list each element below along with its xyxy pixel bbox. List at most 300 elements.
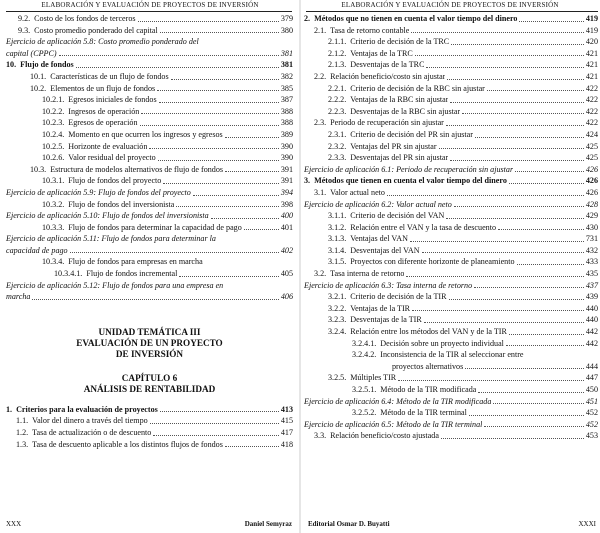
entry-number: 10.3. [30,164,47,174]
entry-number: 10.3.4.1. [54,269,83,279]
footer-author: Daniel Semyraz [244,520,292,528]
leader-dots [478,392,584,393]
leader-dots [225,137,279,138]
entry-number: 3. [304,176,311,186]
toc-entry[interactable] [304,175,598,187]
entry-title: Flujo de fondos incremental [86,269,178,279]
entry-number: 10.2.1. [42,95,65,105]
entry-number: 2.2.3. [328,106,347,116]
entry-number: 3.2.4.2. [352,350,377,360]
entry-number: 2.3. [314,118,327,128]
leader-dots [176,206,278,207]
entry-number: 3.3. [314,431,327,441]
entry-page: 380 [280,25,293,35]
toc-entry[interactable] [304,233,598,245]
entry-title: Ventajas de la RBC sin ajustar [350,95,449,105]
entry-page: 418 [280,439,293,449]
entry-number: 2.2. [314,71,327,81]
entry-page: 394 [280,187,293,197]
entry-page: 379 [280,14,293,23]
entry-page: 433 [585,257,598,267]
leader-dots [141,113,279,114]
entry-title: capital (CPPC) [6,48,57,58]
entry-title: Egresos de operación [68,118,138,128]
entry-title: Ejercicio de aplicación 6.1: Periodo de recuperación sin ajustar [304,164,514,174]
leader-dots [179,276,278,277]
leader-dots [159,102,279,103]
leader-dots [449,299,584,300]
entry-title: Desventajas de la TRC [350,60,425,70]
entry-title: Estructura de modelos alternativos de flujo de fondos [50,164,224,174]
entry-title: Criterio de decisión de la TIR [350,292,447,302]
entry-number: 10.1. [30,71,47,81]
toc-entry[interactable] [6,404,293,416]
entry-page: 415 [280,416,293,426]
unit-heading: UNIDAD TEMÁTICA III [98,326,201,337]
entry-page: 422 [585,83,598,93]
toc-entry[interactable] [6,164,293,176]
entry-page: 428 [585,199,598,209]
entry-title: Valor del dinero a través del tiempo [32,416,148,426]
entry-number: 1.3. [16,439,29,449]
toc-entry[interactable] [304,48,598,60]
leader-dots [387,195,584,196]
entry-title: Ejercicio de aplicación 6.5: Método de la TIR terminal [304,419,483,429]
leader-dots [441,438,584,439]
entry-number: 10.2.5. [42,141,65,151]
entry-number: 2.3.3. [328,153,347,163]
unit-heading: DE INVERSIÓN [115,348,184,359]
toc-entry[interactable] [304,245,598,257]
entry-page: 413 [280,404,293,414]
entry-page: 453 [585,431,598,441]
toc-entry[interactable] [6,187,293,199]
entry-number: 3.1.2. [328,222,347,232]
entry-page: 452 [585,408,598,418]
entry-title: Decisión sobre un proyecto individual [380,338,504,348]
toc-entry[interactable] [304,129,598,141]
leader-dots [474,287,584,288]
entry-page: 442 [585,327,598,337]
toc-entry[interactable] [304,94,598,106]
entry-title: Momento en que ocurren los ingresos y egresos [68,129,223,139]
entry-number: 2.3.1. [328,129,347,139]
entry-page: 422 [585,118,598,128]
entry-page: 388 [280,118,293,128]
toc-entry[interactable] [304,36,598,48]
entry-title: Ejercicio de aplicación 6.4: Método de la TIR modificada [304,396,492,406]
entry-title: Tasa de retorno contable [330,25,410,35]
toc-entry[interactable] [6,71,293,83]
toc-entry[interactable] [304,141,598,153]
toc-entry[interactable] [304,407,598,419]
toc-entry[interactable] [6,199,293,211]
entry-page: 731 [585,234,598,244]
toc-entry[interactable] [6,13,293,25]
entry-number: 10.2.6. [42,153,65,163]
toc-entry[interactable] [6,141,293,153]
leader-dots [412,310,584,311]
entry-page: 440 [585,303,598,313]
entry-page: 426 [585,176,598,186]
toc-entry[interactable] [6,222,293,234]
header-rule [306,11,598,12]
entry-number: 3.2.2. [328,303,347,313]
toc-entry[interactable] [6,59,293,71]
leader-dots [498,229,584,230]
exercise-5-12[interactable]: Ejercicio de aplicación 5.12: Flujo de fondos para una empresa en [6,280,224,290]
leader-dots [158,160,279,161]
leader-dots [517,264,584,265]
toc-entry[interactable] [6,25,293,37]
leader-dots [484,426,583,427]
entry-page: 439 [585,292,598,302]
leader-dots [515,171,584,172]
entry-page: 421 [585,48,598,58]
leader-dots [171,79,279,80]
toc-left [6,13,293,450]
entry-number: 10.3.3. [42,222,65,232]
leader-dots [446,125,584,126]
entry-number: 3.2.3. [328,315,347,325]
entry-page: 425 [585,153,598,163]
entry-title: Inconsistencia de la TIR al seleccionar entre [380,350,524,360]
entry-number: 10.2.4. [42,129,65,139]
entry-title: Criterios para la evaluación de proyectos [16,404,158,414]
entry-title: Ejercicio de aplicación 5.9: Flujo de fondos del proyecto [6,187,191,197]
toc-entry[interactable] [304,396,598,408]
toc-entry[interactable] [304,71,598,83]
entry-title: Desventajas del VAN [350,245,420,255]
entry-page: 387 [280,95,293,105]
entry-title: capacidad de pago [6,245,68,255]
leader-dots [149,148,278,149]
entry-number: 1.2. [16,428,29,438]
entry-title: Elementos de un flujo de fondos [50,83,156,93]
entry-title: Relación entre los métodos del VAN y de la TIR [350,327,507,337]
leader-dots [439,148,584,149]
leader-dots [447,79,583,80]
entry-title: Relación entre el VAN y la tasa de descuento [350,222,497,232]
entry-page: 417 [280,428,293,438]
entry-title: Ejercicio de aplicación 6.2: Valor actual neto [304,199,452,209]
entry-title: Flujo de fondos [20,60,74,70]
toc-entry[interactable] [304,372,598,384]
entry-page: 388 [280,106,293,116]
entry-number: 1. [6,404,13,414]
entry-title: proyectos alternativos [392,361,464,371]
entry-page: 405 [280,269,293,279]
entry-number: 2.1.1. [328,37,347,47]
leader-dots [424,322,584,323]
entry-title: Flujo de fondos para empresas en marcha [68,257,203,267]
leader-dots [157,90,279,91]
leader-dots [475,137,584,138]
entry-page: 442 [585,338,598,348]
entry-number: 3.1.1. [328,211,347,221]
entry-page: 447 [585,373,598,383]
entry-title: Flujo de fondos para determinar la capacidad de pago [68,222,242,232]
toc-entry[interactable] [6,83,293,95]
footer-page-number: XXXI [578,520,596,528]
entry-number: 10.2.2. [42,106,65,116]
entry-title: Múltiples TIR [350,373,397,383]
entry-title: Criterio de decisión del VAN [350,211,445,221]
leader-dots [153,435,279,436]
leader-dots [225,171,279,172]
toc-entry[interactable] [6,117,293,129]
entry-page: 435 [585,269,598,279]
entry-number: 3.1.3. [328,234,347,244]
entry-title: Método de la TIR terminal [380,408,467,418]
leader-dots [163,183,279,184]
entry-number: 1.1. [16,416,29,426]
toc-entry[interactable] [304,117,598,129]
toc-entry[interactable] [304,152,598,164]
toc-entry-cont[interactable] [304,361,598,373]
entry-page: 421 [585,71,598,81]
leader-dots [509,334,584,335]
entry-page: 382 [280,71,293,81]
entry-number: 2.2.1. [328,83,347,93]
entry-title: Relación beneficio/costo ajustada [330,431,439,441]
leader-dots [70,252,279,253]
toc-entry[interactable] [6,256,293,268]
entry-page: 402 [280,245,293,255]
leader-dots [450,102,583,103]
toc-entry[interactable] [6,94,293,106]
spacer [6,395,293,404]
entry-number: 3.1. [314,187,327,197]
leader-dots [410,241,584,242]
entry-page: 422 [585,95,598,105]
entry-page: 389 [280,129,293,139]
leader-dots [138,21,279,22]
toc-entry[interactable] [304,268,598,280]
running-head: ELABORACIÓN Y EVALUACIÓN DE PROYECTOS DE INVERSIÓN [41,1,259,9]
entry-title: Relación beneficio/costo sin ajustar [330,71,446,81]
leader-dots [398,380,584,381]
entry-page: 385 [280,83,293,93]
leader-dots [451,44,584,45]
entry-page: 400 [280,211,293,221]
leader-dots [160,411,279,412]
entry-title: Tasa interna de retorno [330,269,405,279]
toc-entry[interactable] [6,268,293,280]
spacer [6,360,293,373]
entry-number: 3.2.4. [328,327,347,337]
entry-number: 10.3.2. [42,199,65,209]
entry-title: Ventajas del PR sin ajustar [350,141,437,151]
entry-title: Proyectos con diferente horizonte de planeamiento [350,257,515,267]
toc-entry[interactable] [304,419,598,431]
entry-page: 381 [280,60,293,70]
entry-title: marcha [6,292,31,302]
toc-entry[interactable] [304,314,598,326]
entry-page: 440 [585,315,598,325]
toc-entry[interactable] [304,187,598,199]
toc-entry[interactable] [304,430,598,442]
entry-number: 2.1.2. [328,48,347,58]
entry-title: Características de un flujo de fondos [50,71,169,81]
leader-dots [519,21,583,22]
entry-title: Tasa de actualización o de descuento [32,428,152,438]
entry-number: 2.3.2. [328,141,347,151]
right-page [300,0,600,533]
exercise-5-8-cont[interactable] [6,48,293,60]
entry-page: 420 [585,37,598,47]
toc-entry[interactable] [304,59,598,71]
entry-number: 10.2. [30,83,47,93]
toc-entry[interactable] [6,129,293,141]
entry-page: 406 [280,292,293,302]
entry-page: 426 [585,187,598,197]
entry-page: 401 [280,222,293,232]
entry-number: 3.1.5. [328,257,347,267]
entry-page: 432 [585,245,598,255]
entry-page: 391 [280,176,293,186]
toc-entry[interactable] [6,210,293,222]
entry-page: 381 [280,48,293,58]
leader-dots [150,423,279,424]
entry-title: Ventajas del VAN [350,234,408,244]
leader-dots [506,345,584,346]
exercise-5-8[interactable]: Ejercicio de aplicación 5.8: Costo promedio ponderado del [6,37,199,47]
entry-title: Ejercicio de aplicación 6.3: Tasa interna de retorno [304,280,473,290]
toc-entry[interactable] [6,175,293,187]
entry-page: 450 [585,385,598,394]
entry-title: Periodo de recuperación sin ajustar [330,118,444,128]
exercise-5-12-cont[interactable] [6,291,293,303]
toc-entry[interactable] [304,13,598,25]
toc-entry[interactable] [6,152,293,164]
entry-number: 3.2.5.2. [352,408,377,418]
entry-page: 424 [585,129,598,139]
leader-dots [411,32,584,33]
leader-dots [140,125,279,126]
entry-title: Criterio de decisión de la TRC [350,37,450,47]
leader-dots [244,229,279,230]
unit-heading: EVALUACIÓN DE UN PROYECTO [76,337,223,348]
entry-page: 425 [585,141,598,151]
entry-title: Costo de los fondos de terceros [34,14,136,23]
toc-entry[interactable] [304,384,598,396]
entry-page: 390 [280,153,293,163]
toc-entry[interactable] [304,256,598,268]
leader-dots [469,415,584,416]
entry-title: Valor actual neto [330,187,385,197]
toc-entry[interactable] [6,427,293,439]
leader-dots [211,218,279,219]
chapter-heading: ANÁLISIS DE RENTABILIDAD [83,383,216,394]
toc-entry[interactable] [304,303,598,315]
toc-entry[interactable] [304,164,598,176]
entry-page: 430 [585,222,598,232]
entry-number: 9.3. [18,25,31,35]
entry-number: 3.2.4.1. [352,338,377,348]
toc-entry[interactable] [6,415,293,427]
toc-entry[interactable] [304,291,598,303]
entry-title: Desventajas de la TIR [350,315,422,325]
entry-title: Egresos iniciales de fondos [68,95,157,105]
entry-title: Tasa de descuento aplicable a los distintos flujos de fondos [32,439,223,449]
entry-number: 10. [6,60,17,70]
running-head: ELABORACIÓN Y EVALUACIÓN DE PROYECTOS DE INVERSIÓN [341,1,559,9]
entry-number: 10.3.4. [42,257,65,267]
header-rule [6,11,292,12]
entry-number: 3.2.5.1. [352,385,377,394]
toc-entry[interactable] [304,25,598,37]
entry-title: Valor residual del proyecto [68,153,156,163]
entry-title: Métodos que tienen en cuenta el valor tiempo del dinero [314,176,507,186]
toc-entry[interactable] [304,106,598,118]
entry-number: 2.1.3. [328,60,347,70]
leader-dots [465,368,584,369]
entry-page: 390 [280,141,293,151]
leader-dots [59,55,279,56]
toc-entry[interactable] [304,349,598,361]
leader-dots [454,206,584,207]
entry-title: Criterio de decisión de la RBC sin ajustar [350,83,485,93]
entry-title: Criterio de decisión del PR sin ajustar [350,129,473,139]
entry-title: Horizonte de evaluación [68,141,148,151]
entry-number: 10.3.1. [42,176,65,186]
chapter-heading: CAPÍTULO 6 [121,372,178,383]
exercise-5-11[interactable]: Ejercicio de aplicación 5.11: Flujo de fondos para determinar la [6,234,216,244]
entry-number: 3.1.4. [328,245,347,255]
toc-entry[interactable] [6,439,293,451]
leader-dots [446,218,584,219]
leader-dots [509,183,584,184]
footer-publisher: Editorial Osmar D. Buyatti [308,520,390,528]
leader-dots [462,113,584,114]
toc-right [304,13,598,442]
entry-number: 3.2.1. [328,292,347,302]
leader-dots [193,195,279,196]
entry-title: Ventajas de la TRC [350,48,413,58]
entry-title: Ingresos de operación [68,106,140,116]
toc-entry[interactable] [304,210,598,222]
entry-page: 422 [585,106,598,116]
toc-entry[interactable] [304,83,598,95]
toc-entry[interactable] [6,106,293,118]
entry-number: 2.1. [314,25,327,35]
entry-number: 3.2.5. [328,373,347,383]
entry-number: 10.2.3. [42,118,65,128]
exercise-5-11-cont[interactable] [6,245,293,257]
entry-page: 391 [280,164,293,174]
entry-page: 451 [585,396,598,406]
entry-page: 429 [585,211,598,221]
entry-title: Métodos que no tienen en cuenta el valor tiempo del dinero [314,14,518,23]
leader-dots [450,160,584,161]
leader-dots [225,446,279,447]
leader-dots [32,299,278,300]
entry-page: 444 [585,361,598,371]
toc-entry[interactable] [304,326,598,338]
toc-entry[interactable] [304,280,598,292]
toc-entry[interactable] [304,222,598,234]
leader-dots [493,403,583,404]
toc-entry[interactable] [304,199,598,211]
entry-page: 419 [585,14,598,23]
entry-title: Método de la TIR modificada [380,385,477,394]
entry-page: 398 [280,199,293,209]
leader-dots [76,67,279,68]
toc-entry[interactable] [304,338,598,350]
leader-dots [415,55,584,56]
entry-page: 421 [585,60,598,70]
